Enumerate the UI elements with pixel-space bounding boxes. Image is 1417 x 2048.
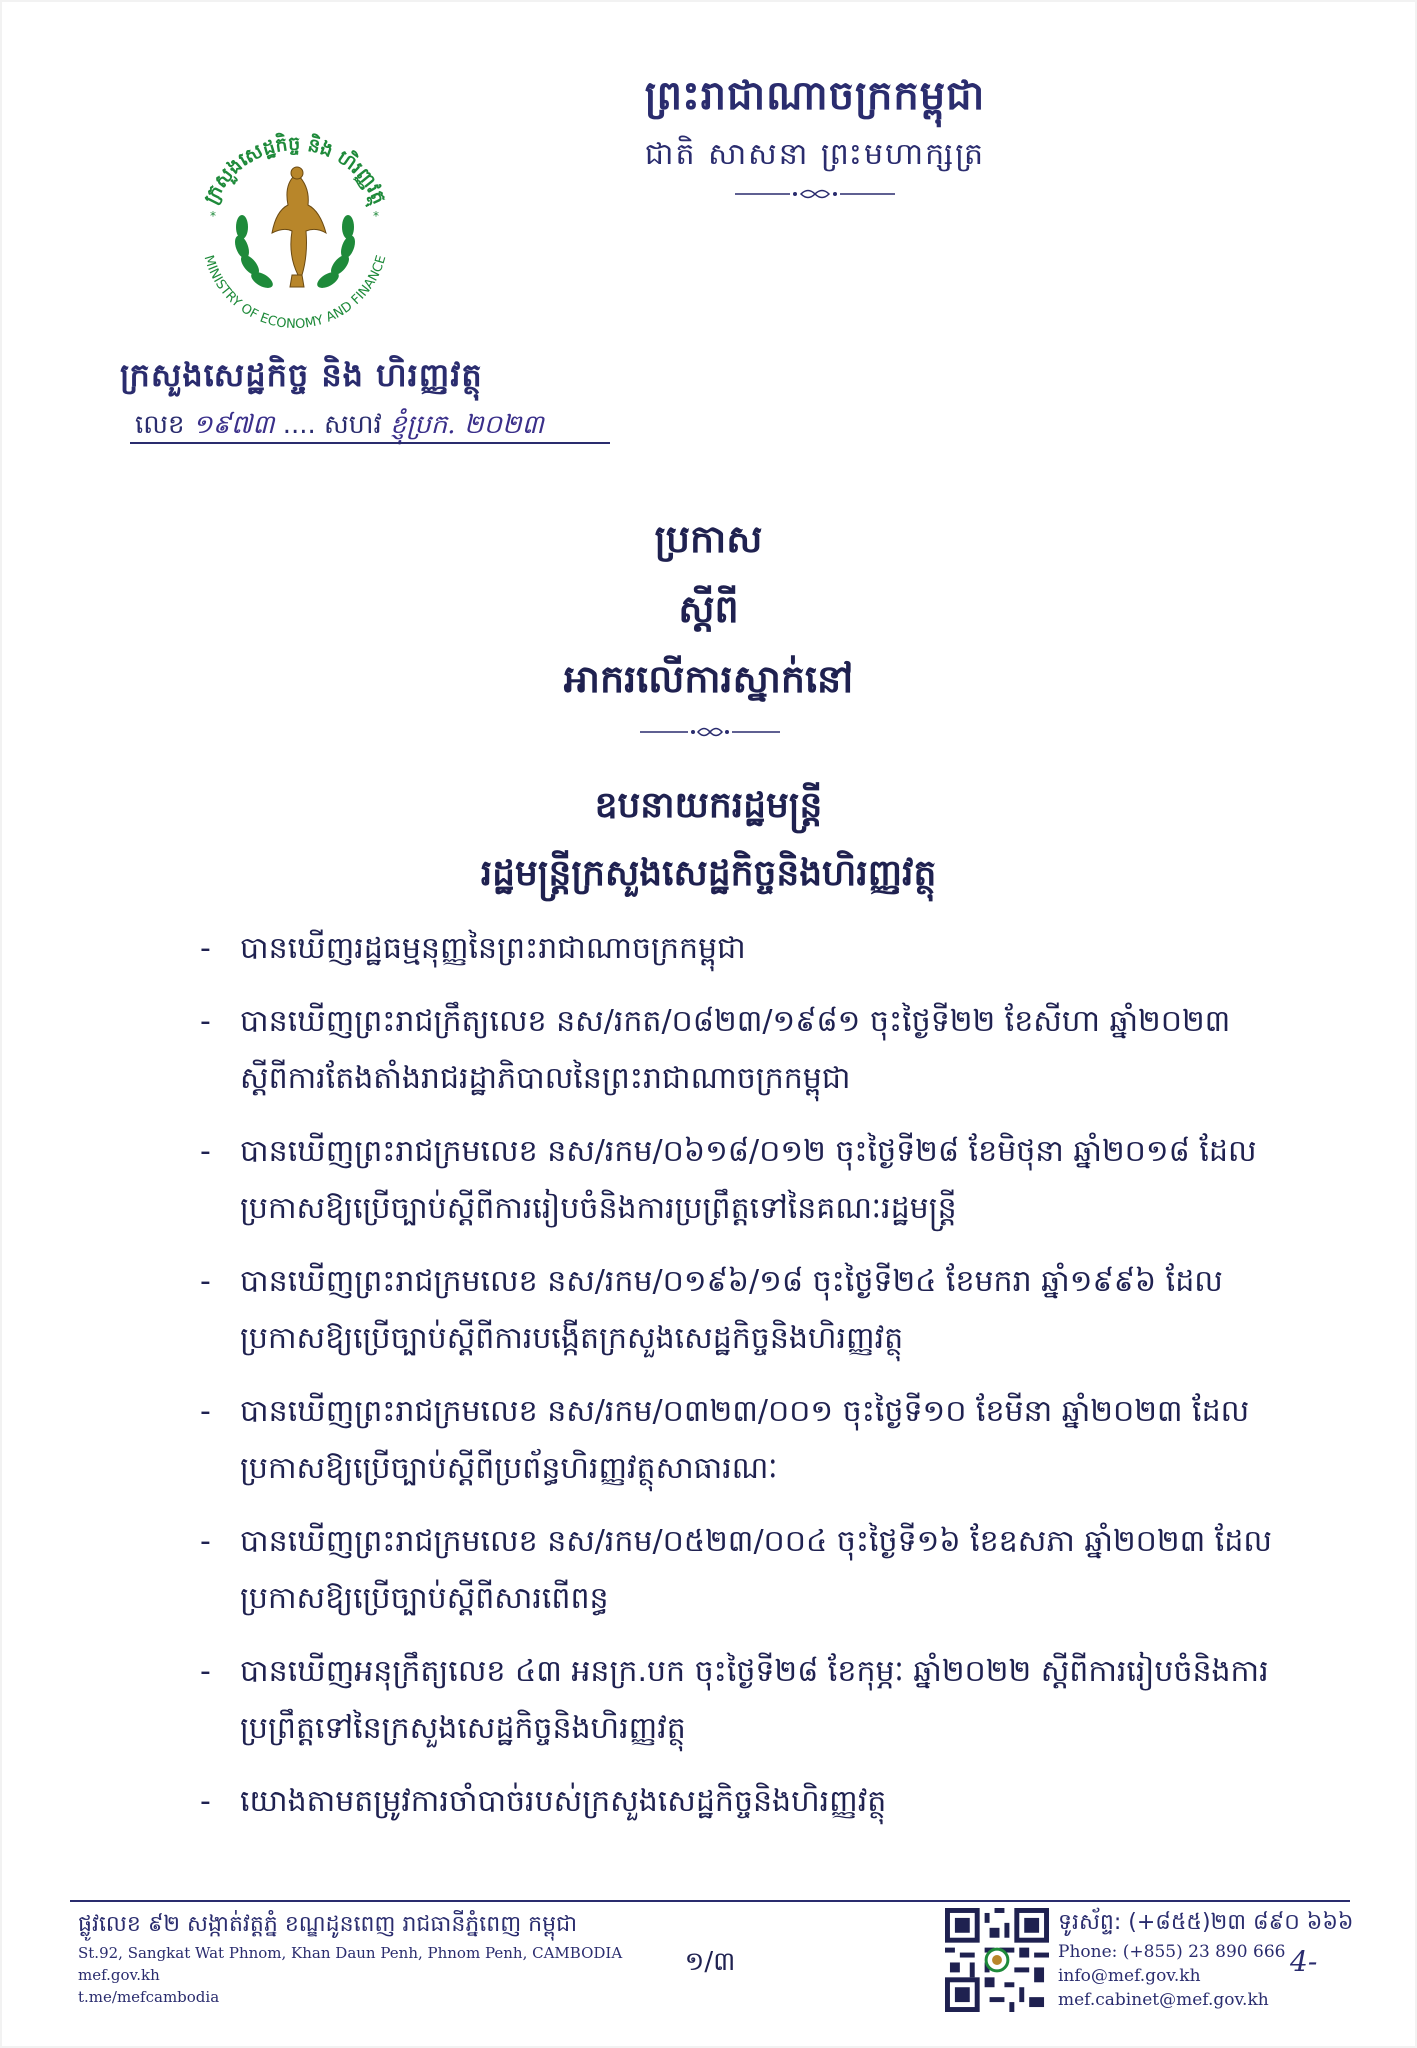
subject-heading: អាករលើការស្នាក់នៅ — [563, 657, 854, 701]
ref-number: ១៩៧៣ — [192, 410, 275, 440]
svg-text:*: * — [210, 209, 216, 223]
list-item: - បានឃើញព្រះរាជក្រមលេខ នស/រកម/០៣២៣/០០១ ចុះថ្ងៃទី១០ ខែមីនា ឆ្នាំ២០២៣ ដែលប្រកាសឱ្យប្រើច្បាប់ស្តីពីប្រព័ន្ធហិរញ្ញវត្ថុសាធារណៈ — [200, 1394, 1250, 1486]
svg-text:*: * — [373, 209, 379, 223]
authority-title-2: រដ្ឋមន្ត្រីក្រសួងសេដ្ឋកិច្ចនិងហិរញ្ញវត្ថុ — [480, 853, 937, 894]
email-info-link[interactable]: info@mef.gov.kh — [1058, 1966, 1201, 1986]
footer-divider — [70, 1900, 1350, 1902]
seal-text-km: ក្រសួងសេដ្ឋកិច្ច និង ហិរញ្ញវត្ថុ — [199, 132, 391, 208]
list-item: - បានឃើញព្រះរាជក្រឹត្យលេខ នស/រកត/០៨២៣/១៩៨១ ចុះថ្ងៃទី២២ ខែសីហា ឆ្នាំ២០២៣ ស្តីពីការតែងតាំងរាជរដ្ឋាភិបាលនៃព្រះរាជាណាចក្រកម្ពុជា — [200, 1004, 1231, 1096]
list-item: - យោងតាមតម្រូវការចាំបាច់របស់ក្រសួងសេដ្ឋកិច្ចនិងហិរញ្ញវត្ថុ — [200, 1784, 887, 1819]
authority-title-1: ឧបនាយករដ្ឋមន្ត្រី — [594, 785, 823, 826]
ref-code-label: សហវ — [324, 410, 382, 440]
ref-underline — [130, 442, 610, 444]
page-number: ១/៣ — [684, 1947, 736, 1977]
title-divider-ornament — [640, 725, 780, 739]
ref-code: ខ្ញុំប្រក. ២០២៣ — [390, 410, 544, 440]
telegram-link[interactable]: t.me/mefcambodia — [78, 1988, 220, 2006]
list-item: - បានឃើញព្រះរាជក្រមលេខ នស/រកម/០៥២៣/០០៤ ចុះថ្ងៃទី១៦ ខែឧសភា ឆ្នាំ២០២៣ ដែលប្រកាសឱ្យប្រើច្បាប់ស្តីពីសារពើពន្ធ — [200, 1524, 1272, 1616]
divider-ornament — [735, 187, 895, 201]
reference-number: លេខ ១៩៧៣ .... សហវ ខ្ញុំប្រក. ២០២៣ — [135, 410, 544, 440]
phone-km: ទូរស័ព្ទ: (+៨៥៥)២៣ ៨៩០ ៦៦៦ — [1058, 1910, 1354, 1935]
email-cabinet-link[interactable]: mef.cabinet@mef.gov.kh — [1058, 1990, 1269, 2010]
list-item: - បានឃើញព្រះរាជក្រមលេខ នស/រកម/០១៩៦/១៨ ចុះថ្ងៃទី២៤ ខែមករា ឆ្នាំ១៩៩៦ ដែលប្រកាសឱ្យប្រើច្បាប់ស្តីពីការបង្កើតក្រសួងសេដ្ឋកិច្ចនិងហិរញ្ញវត្ថុ — [200, 1264, 1223, 1356]
footer-address — [78, 1910, 638, 2008]
ref-label: លេខ — [135, 410, 185, 440]
list-item: - បានឃើញព្រះរាជក្រមលេខ នស/រកម/០៦១៨/០១២ ចុះថ្ងៃទី២៨ ខែមិថុនា ឆ្នាំ២០១៨ ដែលប្រកាសឱ្យប្រើច្បាប់ស្តីពីការរៀបចំនិងការប្រព្រឹត្តទៅនៃគណៈរដ្ឋមន្ត្រី — [200, 1134, 1257, 1226]
ministry-seal-logo — [180, 115, 410, 345]
doc-type-heading: ប្រកាស — [654, 517, 763, 561]
preamble-clause-list — [200, 920, 1280, 1846]
seal-text-en: MINISTRY OF ECONOMY AND FINANCE — [200, 253, 390, 333]
qr-code-icon — [945, 1908, 1049, 2012]
ministry-name: ក្រសួងសេដ្ឋកិច្ច និង ហិរញ្ញវត្ថុ — [120, 356, 483, 394]
website-link[interactable]: mef.gov.kh — [78, 1966, 160, 1984]
handwritten-mark: 4- — [1290, 1945, 1318, 1978]
kingdom-header — [620, 70, 1010, 201]
list-item: - បានឃើញរដ្ឋធម្មនុញ្ញនៃព្រះរាជាណាចក្រកម្ពុជា — [200, 931, 746, 966]
list-item: - បានឃើញអនុក្រឹត្យលេខ ៤៣ អនក្រ.បក ចុះថ្ងៃទី២៨ ខែកុម្ភៈ ឆ្នាំ២០២២ ស្តីពីការរៀបចំនិងការប្រព្រឹត្តទៅនៃក្រសួងសេដ្ឋកិច្ចនិងហិរញ្ញវត្ថុ — [200, 1654, 1269, 1746]
kingdom-title: ព្រះរាជាណាចក្រកម្ពុជា — [644, 73, 986, 119]
address-km: ផ្លូវលេខ ៩២ សង្កាត់វត្តភ្នំ ខណ្ឌដូនពេញ រាជធានីភ្នំពេញ កម្ពុជា — [78, 1912, 578, 1937]
kingdom-motto: ជាតិ សាសនា ព្រះមហាក្សត្រ — [644, 137, 986, 172]
address-en: St.92, Sangkat Wat Phnom, Khan Daun Penh, Phnom Penh, CAMBODIA — [78, 1944, 623, 1962]
about-heading: ស្តីពី — [678, 587, 739, 631]
phone-en: Phone: (+855) 23 890 666 — [1058, 1942, 1286, 1962]
